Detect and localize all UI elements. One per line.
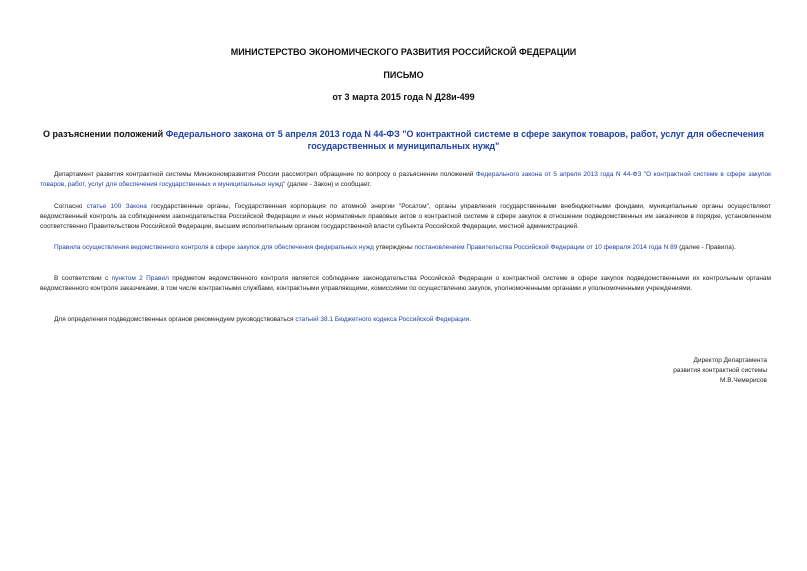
p4-text-2: предметом ведомственного контроля является соблюдение законодательства Российской Федерации о контрактной системе в сфере закупок подведомственными их контрольным органам ведомственного контроля заказчиками, в том числе контрактными службами, контрактными управляющими, комиссиями по осуществлению закупок, уполномоченными органами и уполномоченными учреждениями.	[40, 275, 772, 292]
p5-text-2: .	[469, 316, 472, 323]
p2-text-1: Согласно	[54, 203, 87, 210]
p2-text-2: государственные органы, Государственная корпорация по атомной энергии "Росатом", органы управления государственными внебюджетными фондами, муниципальные органы осуществляют ведомственный контроль за соблюдением законодательства Российской Федерации и иных нормативных правовых актов о контрактной системе в сфере закупок в отношении подведомственных им заказчиков в порядке, установленном соответственно Правительством Российской Федерации, высшим исполнительным органом государственной власти субъекта Российской Федерации, местной администрацией.	[40, 203, 771, 230]
p2-article-link[interactable]: статье 100 Закона	[86, 203, 147, 210]
p1-text-1: Департамент развития контрактной системы Минэкономразвития России рассмотрел обращение по вопросу о разъяснении положений	[54, 171, 476, 178]
paragraph-3	[40, 243, 771, 253]
p4-text-1: В соответствии с	[54, 275, 112, 282]
p1-text-2: (далее - Закон) и сообщает.	[285, 181, 372, 188]
p3-decree-link[interactable]: постановлением Правительства Российской Федерации от 10 февраля 2014 года N 89	[414, 244, 678, 251]
p5-budget-code-link[interactable]: статьей 38.1 Бюджетного кодекса Российской Федерации	[295, 316, 470, 323]
paragraph-5	[40, 315, 771, 325]
p3-rules-link[interactable]: Правила осуществления ведомственного контроля в сфере закупок для обеспечения федеральных нужд	[54, 244, 374, 251]
ministry-title: МИНИСТЕРСТВО ЭКОНОМИЧЕСКОГО РАЗВИТИЯ РОССИЙСКОЙ ФЕДЕРАЦИИ	[230, 47, 577, 57]
p4-clause-link[interactable]: пунктом 2 Правил	[111, 275, 169, 282]
subject-prefix: О разъяснении положений	[43, 129, 166, 139]
document-date: от 3 марта 2015 года N Д28и-499	[332, 92, 475, 102]
document-subject	[40, 128, 767, 152]
signature-name: М.В.Чемерисов	[719, 377, 767, 384]
paragraph-4	[40, 274, 771, 294]
paragraph-1	[40, 170, 771, 190]
subject-law-link[interactable]: Федерального закона от 5 апреля 2013 года N 44-ФЗ "О контрактной системе в сфере закупок товаров, работ, услуг для обеспечения государственных и муниципальных нужд"	[165, 129, 764, 151]
signature-department: развития контрактной системы	[673, 367, 767, 374]
paragraph-2	[40, 202, 771, 232]
p1-law-link[interactable]: Федерального закона от 5 апреля 2013 года N 44-ФЗ "О контрактной системе в сфере закупок товаров, работ, услуг для обеспечения государственных и муниципальных нужд"	[40, 171, 771, 188]
p5-text-1: Для определения подведомственных органов рекомендуем руководствоваться	[54, 316, 296, 323]
signature-position: Директор Департамента	[693, 357, 767, 364]
p3-text-2: (далее - Правила).	[677, 244, 736, 251]
p3-text-1: утверждены	[373, 244, 415, 251]
signature-block	[673, 356, 767, 386]
document-type: ПИСЬМО	[383, 70, 424, 80]
